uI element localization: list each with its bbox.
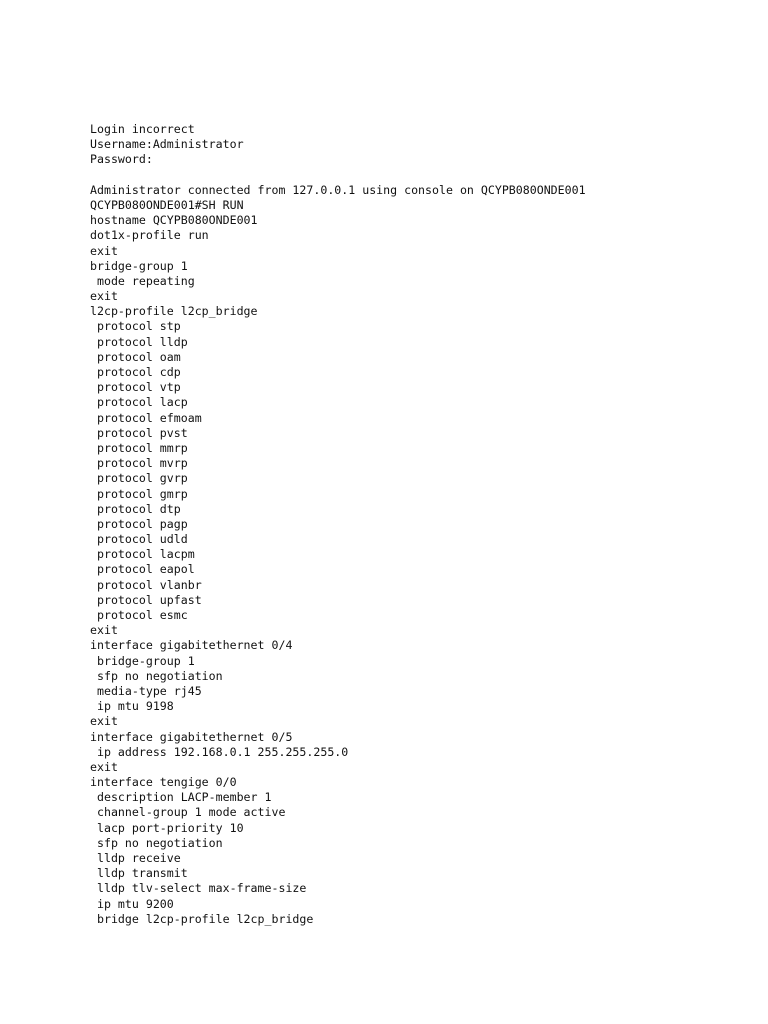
console-line: mode repeating: [90, 273, 195, 288]
console-line: protocol eapol: [90, 562, 195, 577]
console-line: protocol gvrp: [90, 471, 188, 486]
console-line: exit: [90, 243, 118, 258]
console-line: interface gigabitethernet 0/4: [90, 638, 293, 653]
console-line: protocol dtp: [90, 501, 181, 516]
console-line: bridge-group 1: [90, 258, 188, 273]
console-line: ip address 192.168.0.1 255.255.255.0: [90, 744, 349, 759]
console-line: lldp receive: [90, 851, 181, 865]
console-line: Username:Administrator: [90, 137, 244, 152]
console-line: channel-group 1 mode active: [90, 805, 286, 820]
console-line: lldp tlv-select max-frame-size: [90, 881, 307, 896]
console-line: protocol vtp: [90, 380, 181, 395]
console-line: exit: [90, 714, 118, 729]
console-line: interface gigabitethernet 0/5: [90, 729, 293, 744]
console-line: sfp no negotiation: [90, 668, 223, 683]
console-line: dot1x-profile run: [90, 228, 209, 243]
console-line: Administrator connected from 127.0.0.1 using console on QCYPB080ONDE001: [90, 182, 586, 197]
console-line: [90, 168, 586, 183]
console-line: protocol pagp: [90, 516, 188, 531]
console-line: bridge-group 1: [90, 653, 195, 668]
console-line: ip mtu 9200: [90, 896, 174, 911]
console-line: protocol esmc: [90, 608, 188, 622]
console-line: exit: [90, 759, 118, 774]
console-line: protocol oam: [90, 349, 181, 364]
console-line: description LACP-member 1: [90, 790, 272, 805]
console-line: interface tengige 0/0: [90, 775, 237, 790]
console-line: Password:: [90, 152, 153, 167]
console-line: lacp port-priority 10: [90, 820, 244, 835]
console-line: sfp no negotiation: [90, 835, 223, 850]
console-line: protocol mmrp: [90, 440, 188, 455]
console-line: exit: [90, 289, 118, 304]
console-line: Login incorrect: [90, 122, 195, 136]
console-line: lldp transmit: [90, 866, 188, 881]
console-output: [90, 122, 586, 927]
console-line: exit: [90, 623, 118, 638]
console-line: protocol pvst: [90, 425, 188, 440]
console-line: QCYPB080ONDE001#SH RUN: [90, 197, 244, 212]
console-line: protocol efmoam: [90, 410, 202, 425]
console-line: protocol vlanbr: [90, 577, 202, 592]
console-line: bridge l2cp-profile l2cp_bridge: [90, 911, 314, 926]
console-line: protocol upfast: [90, 592, 202, 607]
console-line: protocol lacpm: [90, 547, 195, 562]
console-line: protocol gmrp: [90, 486, 188, 501]
console-line: l2cp-profile l2cp_bridge: [90, 304, 258, 319]
console-line: protocol udld: [90, 532, 188, 547]
console-line: media-type rj45: [90, 683, 202, 698]
console-line: protocol mvrp: [90, 456, 188, 471]
console-line: protocol lacp: [90, 395, 188, 410]
console-line: protocol stp: [90, 319, 181, 334]
console-line: protocol cdp: [90, 365, 181, 379]
console-line: protocol lldp: [90, 334, 188, 349]
console-line: hostname QCYPB080ONDE001: [90, 213, 258, 228]
console-line: ip mtu 9198: [90, 699, 174, 714]
